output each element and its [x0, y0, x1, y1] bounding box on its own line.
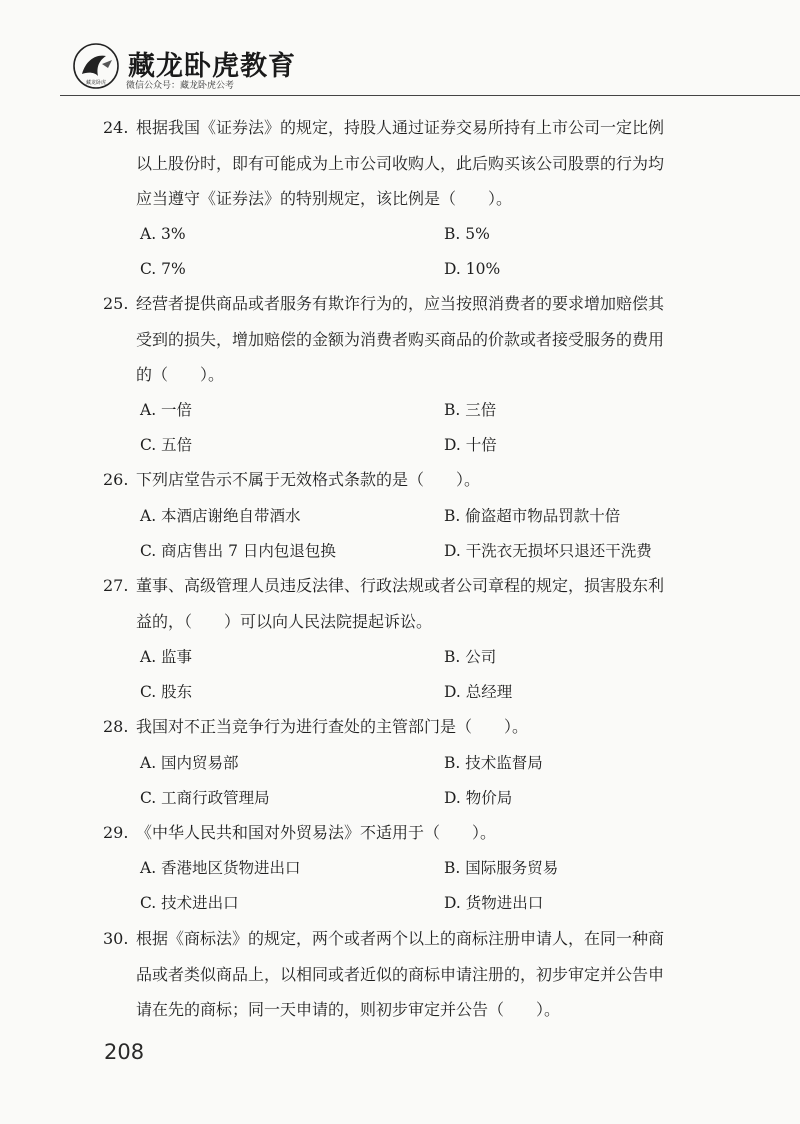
option-b: B. 技术监督局 [444, 754, 543, 772]
option-d: D. 货物进出口 [444, 894, 544, 912]
question-number: 25. [103, 294, 129, 313]
question-number: 27. [103, 576, 129, 595]
question-text: 品或者类似商品上，以相同或者近似的商标申请注册的，初步审定并公告申 [136, 965, 665, 984]
svg-text:藏龙卧虎: 藏龙卧虎 [85, 80, 107, 86]
option-c: C. 7% [140, 260, 186, 278]
question-number: 28. [103, 717, 129, 736]
question-number: 26. [103, 470, 129, 489]
option-b: B. 国际服务贸易 [444, 859, 559, 877]
question-text: 受到的损失，增加赔偿的金额为消费者购买商品的价款或者接受服务的费用 [136, 330, 665, 349]
option-a: A. 监事 [140, 648, 193, 666]
question-text: 的（ ）。 [136, 365, 225, 384]
option-c: C. 商店售出 7 日内包退包换 [140, 542, 336, 560]
option-a: A. 香港地区货物进出口 [140, 859, 301, 877]
option-a: A. 本酒店谢绝自带酒水 [140, 507, 301, 525]
option-b: B. 公司 [444, 648, 497, 666]
brand-subtitle: 微信公众号：藏龙卧虎公考 [126, 81, 235, 91]
option-a: A. 一倍 [140, 401, 193, 419]
question-number: 24. [103, 118, 129, 137]
option-d: D. 物价局 [444, 789, 513, 807]
option-b: B. 三倍 [444, 401, 497, 419]
option-d: D. 总经理 [444, 683, 513, 701]
option-a: A. 国内贸易部 [140, 754, 239, 772]
question-text: 董事、高级管理人员违反法律、行政法规或者公司章程的规定，损害股东利 [136, 576, 665, 595]
option-c: C. 工商行政管理局 [140, 789, 270, 807]
page-header [0, 0, 800, 100]
option-c: C. 五倍 [140, 436, 193, 454]
question-text: 请在先的商标；同一天申请的，则初步审定并公告（ ）。 [136, 1000, 561, 1019]
logo-emblem-icon [72, 42, 120, 90]
question-number: 30. [103, 929, 129, 948]
option-a: A. 3% [140, 225, 186, 243]
question-text: 《中华人民共和国对外贸易法》不适用于（ ）。 [136, 823, 497, 842]
question-text: 下列店堂告示不属于无效格式条款的是（ ）。 [136, 470, 481, 489]
question-text: 经营者提供商品或者服务有欺诈行为的，应当按照消费者的要求增加赔偿其 [136, 294, 665, 313]
option-b: B. 偷盗超市物品罚款十倍 [444, 507, 621, 525]
question-text: 以上股份时，即有可能成为上市公司收购人，此后购买该公司股票的行为均 [136, 154, 665, 173]
option-d: D. 10% [444, 260, 501, 278]
page-number: 208 [104, 1040, 145, 1064]
question-text: 我国对不正当竞争行为进行查处的主管部门是（ ）。 [136, 717, 529, 736]
question-text: 根据我国《证券法》的规定，持股人通过证券交易所持有上市公司一定比例 [136, 118, 665, 137]
brand-name: 藏龙卧虎教育 [128, 51, 296, 82]
question-text: 益的，（ ）可以向人民法院提起诉讼。 [136, 612, 433, 631]
option-b: B. 5% [444, 225, 490, 243]
question-text: 应当遵守《证券法》的特别规定，该比例是（ ）。 [136, 189, 513, 208]
question-text: 根据《商标法》的规定，两个或者两个以上的商标注册申请人，在同一种商 [136, 929, 665, 948]
question-number: 29. [103, 823, 129, 842]
header-divider [60, 95, 800, 96]
option-d: D. 干洗衣无损坏只退还干洗费 [444, 542, 652, 560]
option-c: C. 股东 [140, 683, 193, 701]
option-d: D. 十倍 [444, 436, 497, 454]
option-c: C. 技术进出口 [140, 894, 239, 912]
